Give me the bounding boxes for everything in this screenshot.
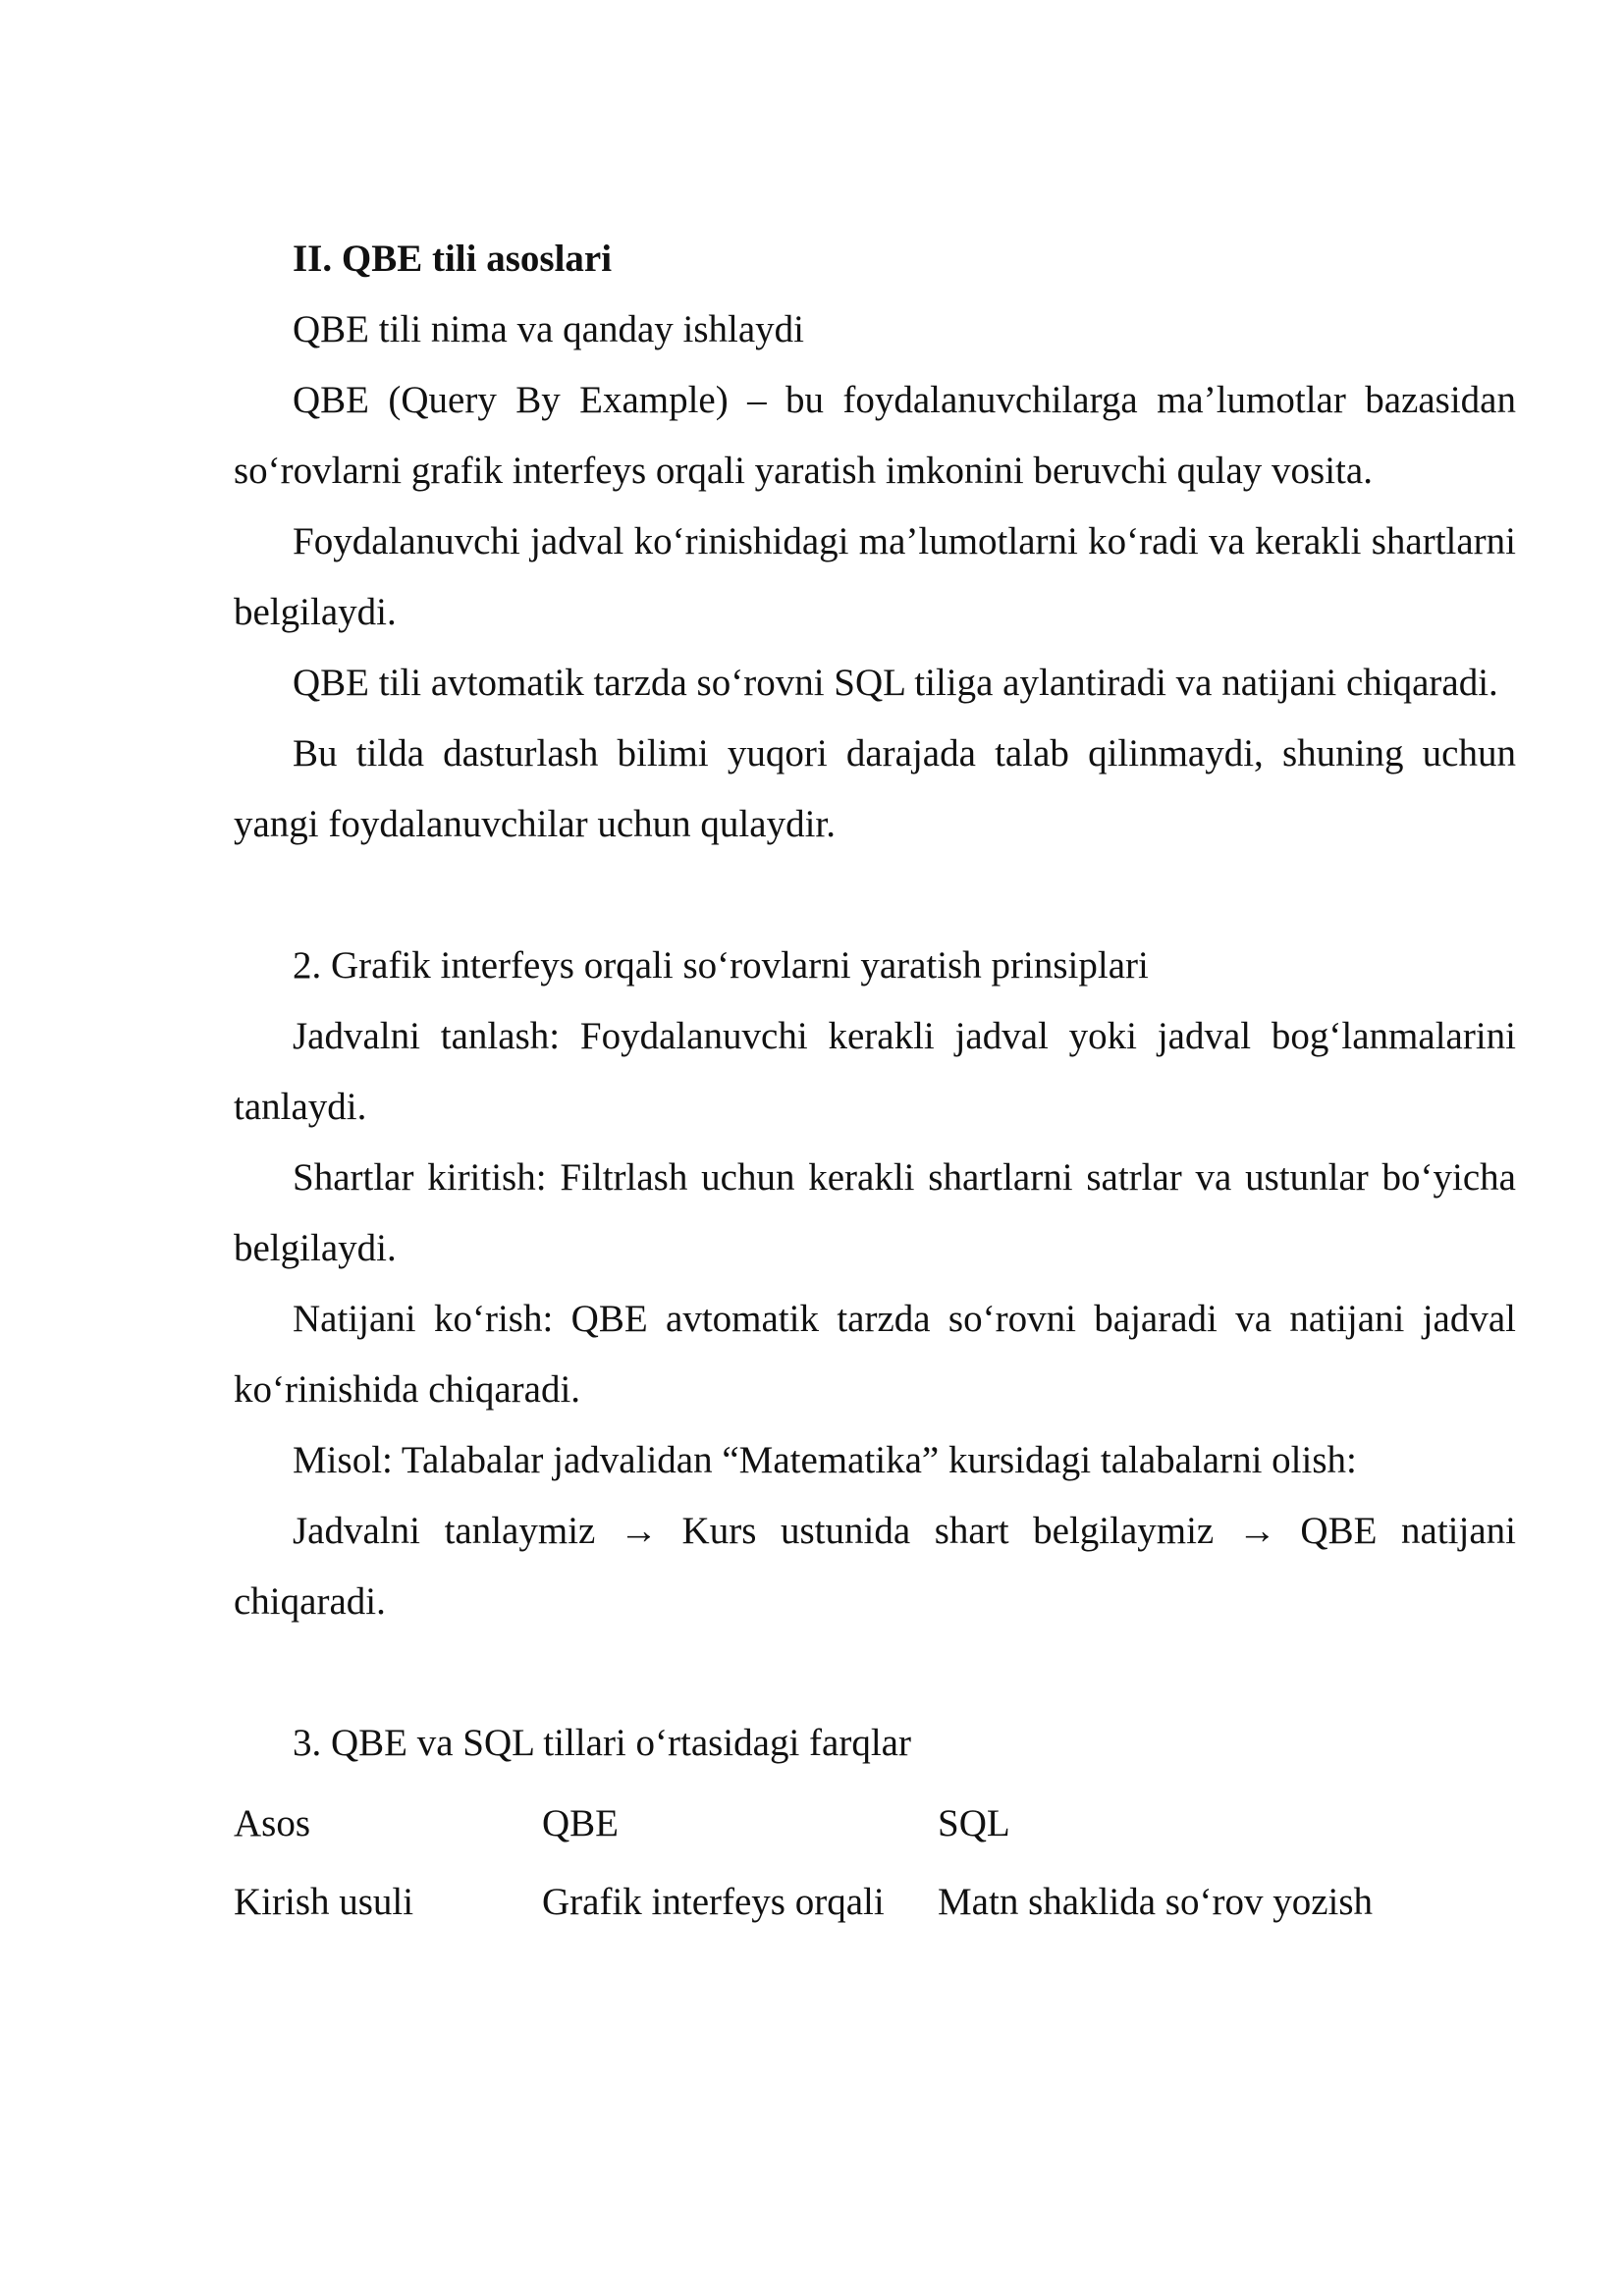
section2-title: 2. Grafik interfeys orqali so‘rovlarni yaratish prinsiplari [293, 944, 1149, 987]
paragraph: Bu tilda dasturlash bilimi yuqori darajada talab qilinmaydi, shuning uchun yangi foydalanuvchilar uchun qulaydir. [234, 732, 1516, 845]
paragraph: QBE tili avtomatik tarzda so‘rovni SQL tiliga aylantiradi va natijani chiqaradi. [293, 662, 1498, 704]
table-cell: Matn shaklida so‘rov yozish [938, 1881, 1374, 1923]
paragraph: Jadvalni tanlaymiz → Kurs ustunida shart belgilaymiz → QBE natijani chiqaradi. [234, 1510, 1516, 1623]
section3-title: 3. QBE va SQL tillari o‘rtasidagi farqlar [293, 1722, 911, 1764]
table-header-cell: SQL [938, 1802, 1010, 1844]
paragraph: QBE (Query By Example) – bu foydalanuvchilarga ma’lumotlar bazasidan so‘rovlarni grafik interfeys orqali yaratish imkonini beruvchi qulay vosita. [234, 379, 1516, 492]
table-row [234, 1863, 1516, 1942]
paragraph: Foydalanuvchi jadval ko‘rinishidagi ma’lumotlarni ko‘radi va kerakli shartlarni belgilaydi. [234, 520, 1516, 633]
paragraph: Misol: Talabalar jadvalidan “Matematika” kursidagi talabalarni olish: [293, 1439, 1357, 1481]
table-header-row [234, 1785, 1516, 1863]
paragraph: Shartlar kiritish: Filtrlash uchun kerakli shartlarni satrlar va ustunlar bo‘yicha belgilaydi. [234, 1156, 1516, 1269]
paragraph: Jadvalni tanlash: Foydalanuvchi kerakli jadval yoki jadval bog‘lanmalarini tanlaydi. [234, 1015, 1516, 1128]
table-header-cell: Asos [234, 1802, 311, 1844]
table-header-cell: QBE [542, 1802, 619, 1844]
document-heading: II. QBE tili asoslari [293, 238, 613, 280]
section-spacer [234, 1637, 1516, 1708]
table-cell: Kirish usuli [234, 1881, 414, 1923]
paragraph: Natijani ko‘rish: QBE avtomatik tarzda so‘rovni bajaradi va natijani jadval ko‘rinishida chiqaradi. [234, 1298, 1516, 1411]
section1-title: QBE tili nima va qanday ishlaydi [293, 308, 804, 350]
comparison-table [234, 1785, 1516, 1942]
document-page [234, 224, 1516, 1942]
section-spacer [234, 860, 1516, 931]
table-cell: Grafik interfeys orqali [542, 1881, 885, 1923]
